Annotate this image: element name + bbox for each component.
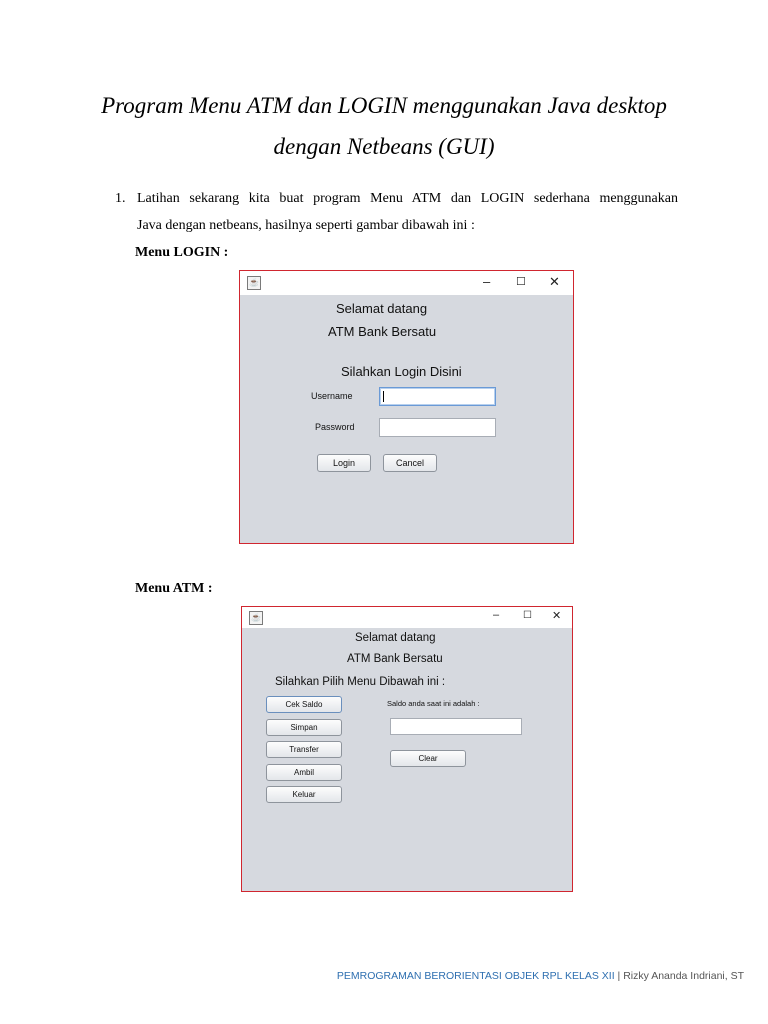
- password-input[interactable]: [379, 418, 496, 437]
- username-input[interactable]: [379, 387, 496, 406]
- login-button[interactable]: Login: [317, 454, 371, 472]
- minimize-icon[interactable]: –: [483, 274, 491, 289]
- footer-course: PEMROGRAMAN BERORIENTASI OBJEK RPL KELAS XII: [336, 970, 615, 982]
- login-window: [239, 270, 574, 544]
- password-label: Password: [315, 422, 355, 432]
- cancel-button[interactable]: Cancel: [383, 454, 437, 472]
- simpan-button[interactable]: Simpan: [266, 719, 342, 736]
- document-title-line1: Program Menu ATM dan LOGIN menggunakan Java desktop: [101, 93, 667, 118]
- close-icon[interactable]: ✕: [552, 610, 562, 622]
- keluar-button[interactable]: Keluar: [266, 786, 342, 803]
- footer-author: Rizky Ananda Indriani, ST: [623, 970, 744, 982]
- atm-prompt: Silahkan Pilih Menu Dibawah ini :: [275, 676, 446, 688]
- maximize-icon[interactable]: ☐: [516, 276, 526, 288]
- saldo-output-field[interactable]: [390, 718, 522, 735]
- close-icon[interactable]: ✕: [549, 274, 560, 289]
- atm-greeting-line1: Selamat datang: [355, 632, 436, 644]
- list-text-line1: Latihan sekarang kita buat program Menu ATM dan LOGIN sederhana menggunakan: [137, 191, 678, 206]
- login-window-titlebar: [240, 271, 573, 295]
- document-title-line2: dengan Netbeans (GUI): [273, 134, 495, 159]
- username-label: Username: [311, 391, 353, 401]
- list-number: 1.: [115, 191, 126, 206]
- atm-greeting-line2: ATM Bank Bersatu: [347, 653, 443, 665]
- page-footer: [337, 970, 744, 982]
- java-app-icon: ☕: [249, 611, 263, 625]
- list-text-line2: Java dengan netbeans, hasilnya seperti gambar dibawah ini :: [137, 218, 475, 233]
- saldo-label: Saldo anda saat ini adalah :: [387, 699, 480, 708]
- clear-button[interactable]: Clear: [390, 750, 466, 767]
- java-app-icon: ☕: [247, 276, 261, 290]
- atm-window-titlebar: [242, 607, 572, 628]
- transfer-button[interactable]: Transfer: [266, 741, 342, 758]
- text-caret: [383, 391, 384, 402]
- ambil-button[interactable]: Ambil: [266, 764, 342, 781]
- cek-saldo-button[interactable]: Cek Saldo: [266, 696, 342, 713]
- atm-window: [241, 606, 573, 892]
- maximize-icon[interactable]: ☐: [523, 610, 532, 621]
- menu-login-heading: Menu LOGIN :: [135, 245, 229, 260]
- login-greeting-line1: Selamat datang: [336, 301, 428, 316]
- login-prompt: Silahkan Login Disini: [341, 364, 462, 379]
- footer-separator: |: [617, 970, 621, 982]
- menu-atm-heading: Menu ATM :: [135, 581, 213, 596]
- minimize-icon[interactable]: –: [493, 609, 500, 621]
- login-greeting-line2: ATM Bank Bersatu: [328, 324, 437, 339]
